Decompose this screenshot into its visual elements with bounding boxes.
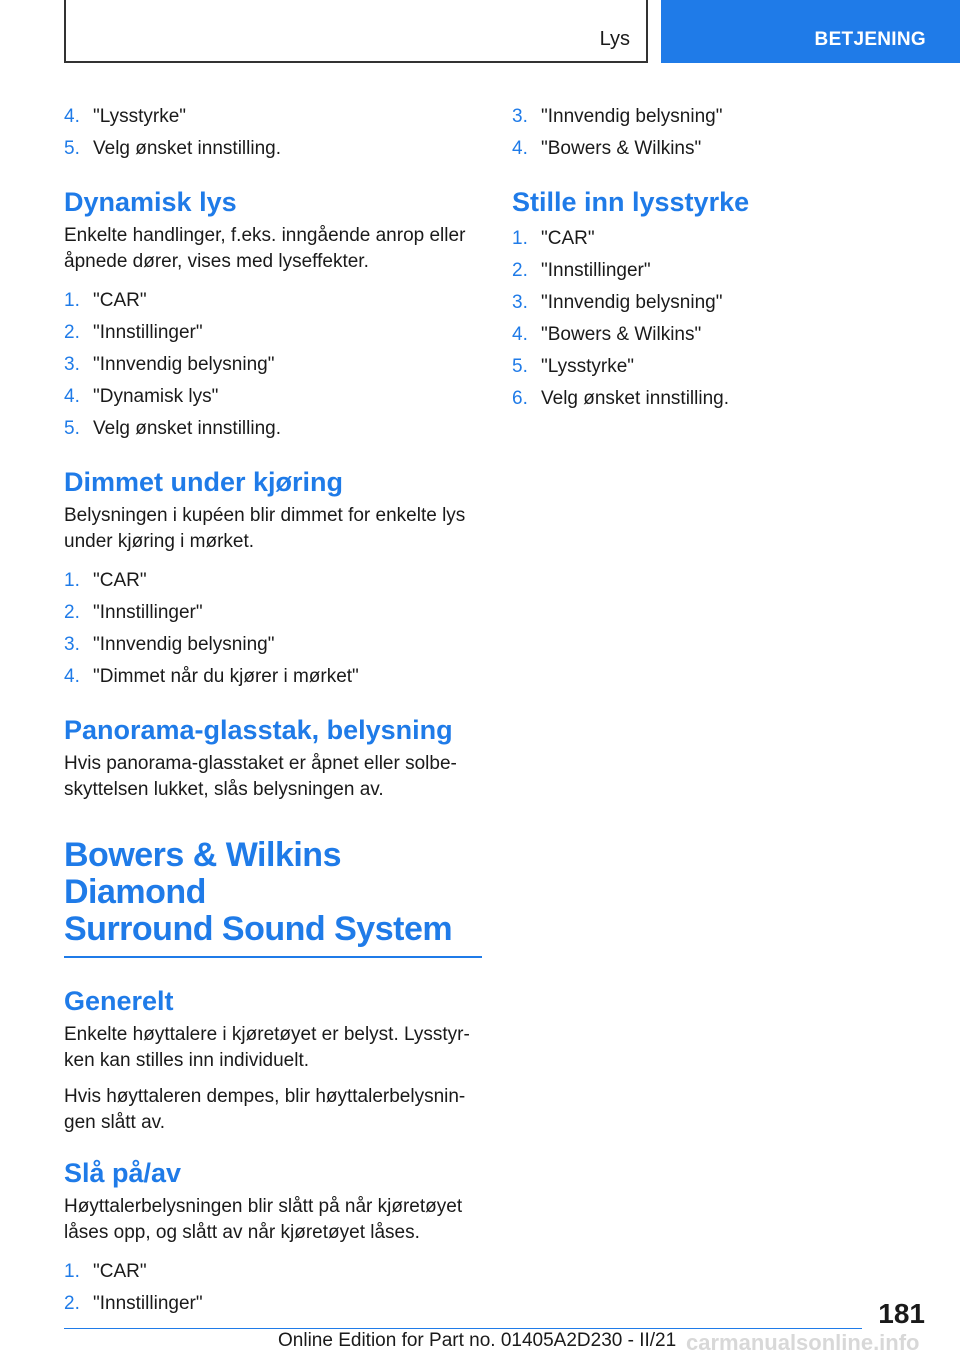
step-number: 3.: [64, 354, 80, 375]
list-item: [512, 351, 912, 383]
right-intro-step-list: [512, 101, 912, 165]
step-number: 4.: [512, 138, 528, 159]
header-section-title: Lys: [599, 28, 630, 50]
list-item: [512, 287, 912, 319]
step-number: 5.: [512, 356, 528, 377]
step-number: 1.: [64, 1261, 80, 1282]
paragraph-slaa-paa-av: Høyttalerbelysningen blir slått på når kjøretøyet låses opp, og slått av når kjøretøyet låses.: [64, 1196, 463, 1243]
step-text: "Innstillinger": [93, 602, 203, 623]
list-item: [512, 133, 912, 165]
step-number: 2.: [512, 260, 528, 281]
list-item: [64, 101, 482, 133]
step-text: "Innvendig belysning": [93, 634, 275, 655]
step-text: Velg ønsket innstilling.: [93, 138, 281, 159]
step-text: "Lysstyrke": [541, 356, 635, 377]
step-number: 1.: [64, 290, 80, 311]
dynamisk-step-list: [64, 285, 482, 445]
step-number: 2.: [64, 322, 80, 343]
paragraph-generelt-1: Enkelte høyttalere i kjøretøyet er belyst. Lysstyr-ken kan stilles inn individuelt.: [64, 1024, 470, 1071]
dimmet-step-list: [64, 565, 482, 693]
footer-rule: [64, 1328, 862, 1329]
step-text: "CAR": [93, 290, 147, 311]
paragraph-generelt-2: Hvis høyttaleren dempes, blir høyttalerbelysnin-gen slått av.: [64, 1086, 466, 1133]
heading-bowers-wilkins: [64, 837, 482, 948]
list-item: [64, 317, 482, 349]
header-section-box: [64, 0, 648, 63]
step-number: 5.: [64, 138, 80, 159]
step-text: "Bowers & Wilkins": [541, 324, 702, 345]
left-column: [64, 101, 482, 1320]
step-number: 3.: [512, 106, 528, 127]
step-text: Velg ønsket innstilling.: [541, 388, 729, 409]
list-item: [64, 1256, 482, 1288]
step-number: 4.: [64, 386, 80, 407]
step-number: 3.: [64, 634, 80, 655]
list-item: [512, 319, 912, 351]
step-text: "Innstillinger": [93, 322, 203, 343]
slaa-step-list: [64, 1256, 482, 1320]
stille-step-list: [512, 223, 912, 415]
step-number: 5.: [64, 418, 80, 439]
step-text: "Innvendig belysning": [93, 354, 275, 375]
list-item: [64, 629, 482, 661]
step-text: "Innvendig belysning": [541, 292, 723, 313]
step-number: 6.: [512, 388, 528, 409]
step-text: "Dimmet når du kjører i mørket": [93, 666, 359, 687]
step-number: 4.: [64, 666, 80, 687]
watermark: carmanualsonline.info: [686, 1330, 920, 1355]
step-number: 2.: [64, 602, 80, 623]
list-item: [512, 223, 912, 255]
right-column: [512, 101, 912, 415]
step-text: "Innstillinger": [541, 260, 651, 281]
step-number: 3.: [512, 292, 528, 313]
list-item: [512, 255, 912, 287]
intro-step-list: [64, 101, 482, 165]
step-text: "Innvendig belysning": [541, 106, 723, 127]
step-text: "CAR": [93, 570, 147, 591]
list-item: [64, 349, 482, 381]
page-number: 181: [878, 1298, 925, 1329]
step-number: 1.: [512, 228, 528, 249]
header-chapter-title: BETJENING: [814, 29, 926, 50]
step-text: "CAR": [93, 1261, 147, 1282]
heading-panorama: Panorama-glasstak, belysning: [64, 715, 453, 745]
step-number: 2.: [64, 1293, 80, 1314]
heading-line-2: Surround Sound System: [64, 910, 453, 948]
step-text: "Lysstyrke": [93, 106, 187, 127]
header-chapter-box: [661, 0, 960, 63]
list-item: [64, 565, 482, 597]
list-item: [64, 1288, 482, 1320]
paragraph-panorama: Hvis panorama-glasstaket er åpnet eller solbe-skyttelsen lukket, slås belysningen av.: [64, 753, 457, 800]
list-item: [64, 381, 482, 413]
list-item: [64, 413, 482, 445]
heading-rule: [64, 956, 482, 958]
paragraph-dimmet: Belysningen i kupéen blir dimmet for enkelte lys under kjøring i mørket.: [64, 505, 466, 552]
step-number: 4.: [64, 106, 80, 127]
heading-dynamisk-lys: Dynamisk lys: [64, 187, 237, 217]
heading-stille-inn-lysstyrke: Stille inn lysstyrke: [512, 187, 750, 217]
list-item: [64, 285, 482, 317]
list-item: [64, 597, 482, 629]
step-text: Velg ønsket innstilling.: [93, 418, 281, 439]
step-number: 4.: [512, 324, 528, 345]
heading-generelt: Generelt: [64, 986, 174, 1016]
step-text: "CAR": [541, 228, 595, 249]
list-item: [64, 133, 482, 165]
step-text: "Innstillinger": [93, 1293, 203, 1314]
list-item: [64, 661, 482, 693]
step-text: "Dynamisk lys": [93, 386, 219, 407]
list-item: [512, 101, 912, 133]
step-text: "Bowers & Wilkins": [541, 138, 702, 159]
paragraph-dynamisk-lys: Enkelte handlinger, f.eks. inngående anrop eller åpnede dører, vises med lyseffekter.: [64, 225, 466, 272]
heading-line-1: Bowers & Wilkins Diamond: [64, 836, 341, 911]
step-number: 1.: [64, 570, 80, 591]
footer-edition: Online Edition for Part no. 01405A2D230 - II/21: [278, 1330, 677, 1351]
heading-dimmet: Dimmet under kjøring: [64, 467, 344, 497]
list-item: [512, 383, 912, 415]
heading-slaa-paa-av: Slå på/av: [64, 1158, 182, 1188]
